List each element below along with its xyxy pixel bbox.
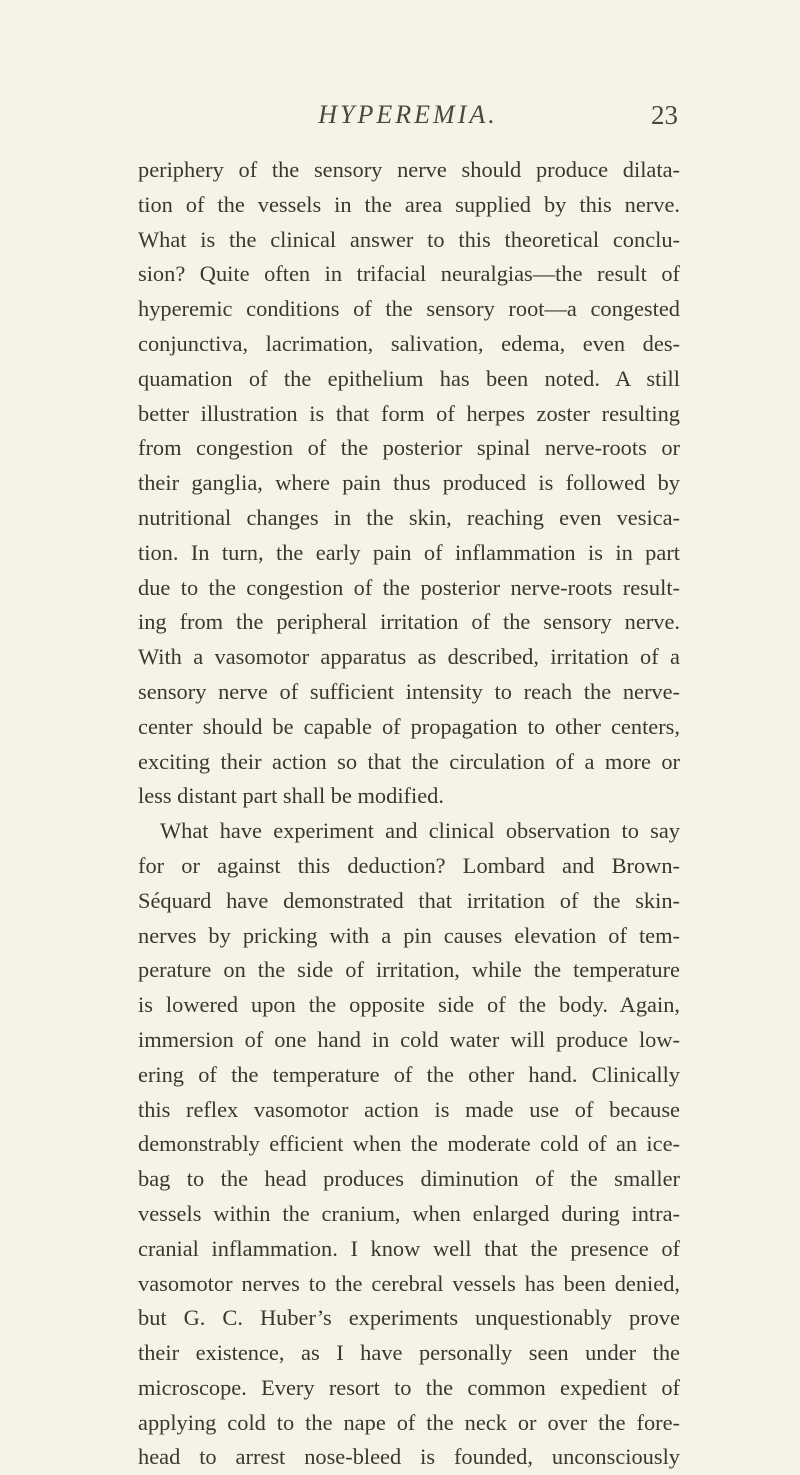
text-line: ing from the peripheral irritation of the sensory nerve. bbox=[138, 609, 680, 635]
text-line: due to the congestion of the posterior nerve-roots result- bbox=[138, 574, 680, 600]
text-line: sion? Quite often in trifacial neuralgias—the result of bbox=[138, 261, 680, 287]
text-line: applying cold to the nape of the neck or over the fore- bbox=[138, 1409, 680, 1435]
text-line: less distant part shall be modified. bbox=[138, 783, 444, 809]
text-line: vasomotor nerves to the cerebral vessels has been denied, bbox=[138, 1270, 680, 1296]
text-line: What have experiment and clinical observation to say bbox=[160, 818, 680, 844]
text-line: With a vasomotor apparatus as described, irritation of a bbox=[138, 644, 680, 670]
text-line: but G. C. Huber’s experiments unquestionably prove bbox=[138, 1305, 680, 1331]
text-line: Séquard have demonstrated that irritation of the skin- bbox=[138, 887, 680, 913]
text-line: tion of the vessels in the area supplied by this nerve. bbox=[138, 191, 680, 217]
text-line: center should be capable of propagation to other centers, bbox=[138, 713, 680, 739]
text-line: What is the clinical answer to this theoretical conclu- bbox=[138, 226, 680, 252]
text-line: cranial inflammation. I know well that the presence of bbox=[138, 1235, 680, 1261]
text-line: from congestion of the posterior spinal nerve-roots or bbox=[138, 435, 680, 461]
text-line: exciting their action so that the circulation of a more or bbox=[138, 748, 680, 774]
text-line: tion. In turn, the early pain of inflammation is in part bbox=[138, 539, 680, 565]
text-line: for or against this deduction? Lombard and Brown- bbox=[138, 852, 680, 878]
text-line: immersion of one hand in cold water will produce low- bbox=[138, 1026, 680, 1052]
text-line: better illustration is that form of herpes zoster resulting bbox=[138, 400, 680, 426]
text-line: vessels within the cranium, when enlarged during intra- bbox=[138, 1200, 680, 1226]
text-line: head to arrest nose-bleed is founded, unconsciously bbox=[138, 1444, 680, 1470]
body-text bbox=[138, 153, 680, 1475]
page-number: 23 bbox=[651, 100, 678, 130]
text-line: their ganglia, where pain thus produced is followed by bbox=[138, 470, 680, 496]
text-line: quamation of the epithelium has been noted. A still bbox=[138, 365, 680, 391]
text-line: perature on the side of irritation, while the temperature bbox=[138, 957, 680, 983]
text-line: conjunctiva, lacrimation, salivation, edema, even des- bbox=[138, 330, 680, 356]
text-line: hyperemic conditions of the sensory root—a congested bbox=[138, 296, 680, 322]
text-line: sensory nerve of sufficient intensity to reach the nerve- bbox=[138, 678, 680, 704]
text-line: nutritional changes in the skin, reaching even vesica- bbox=[138, 504, 680, 530]
text-line: periphery of the sensory nerve should produce dilata- bbox=[138, 157, 680, 182]
text-line: nerves by pricking with a pin causes elevation of tem- bbox=[138, 922, 680, 948]
text-line: ering of the temperature of the other hand. Clinically bbox=[138, 1061, 680, 1087]
text-line: their existence, as I have personally seen under the bbox=[138, 1340, 680, 1366]
running-title: HYPEREMIA. bbox=[318, 100, 498, 129]
running-head bbox=[138, 100, 678, 140]
text-line: bag to the head produces diminution of the smaller bbox=[138, 1166, 680, 1192]
text-line: is lowered upon the opposite side of the body. Again, bbox=[138, 992, 680, 1018]
text-line: this reflex vasomotor action is made use of because bbox=[138, 1096, 680, 1122]
text-line: demonstrably efficient when the moderate cold of an ice- bbox=[138, 1131, 680, 1157]
text-line: microscope. Every resort to the common expedient of bbox=[138, 1374, 680, 1400]
